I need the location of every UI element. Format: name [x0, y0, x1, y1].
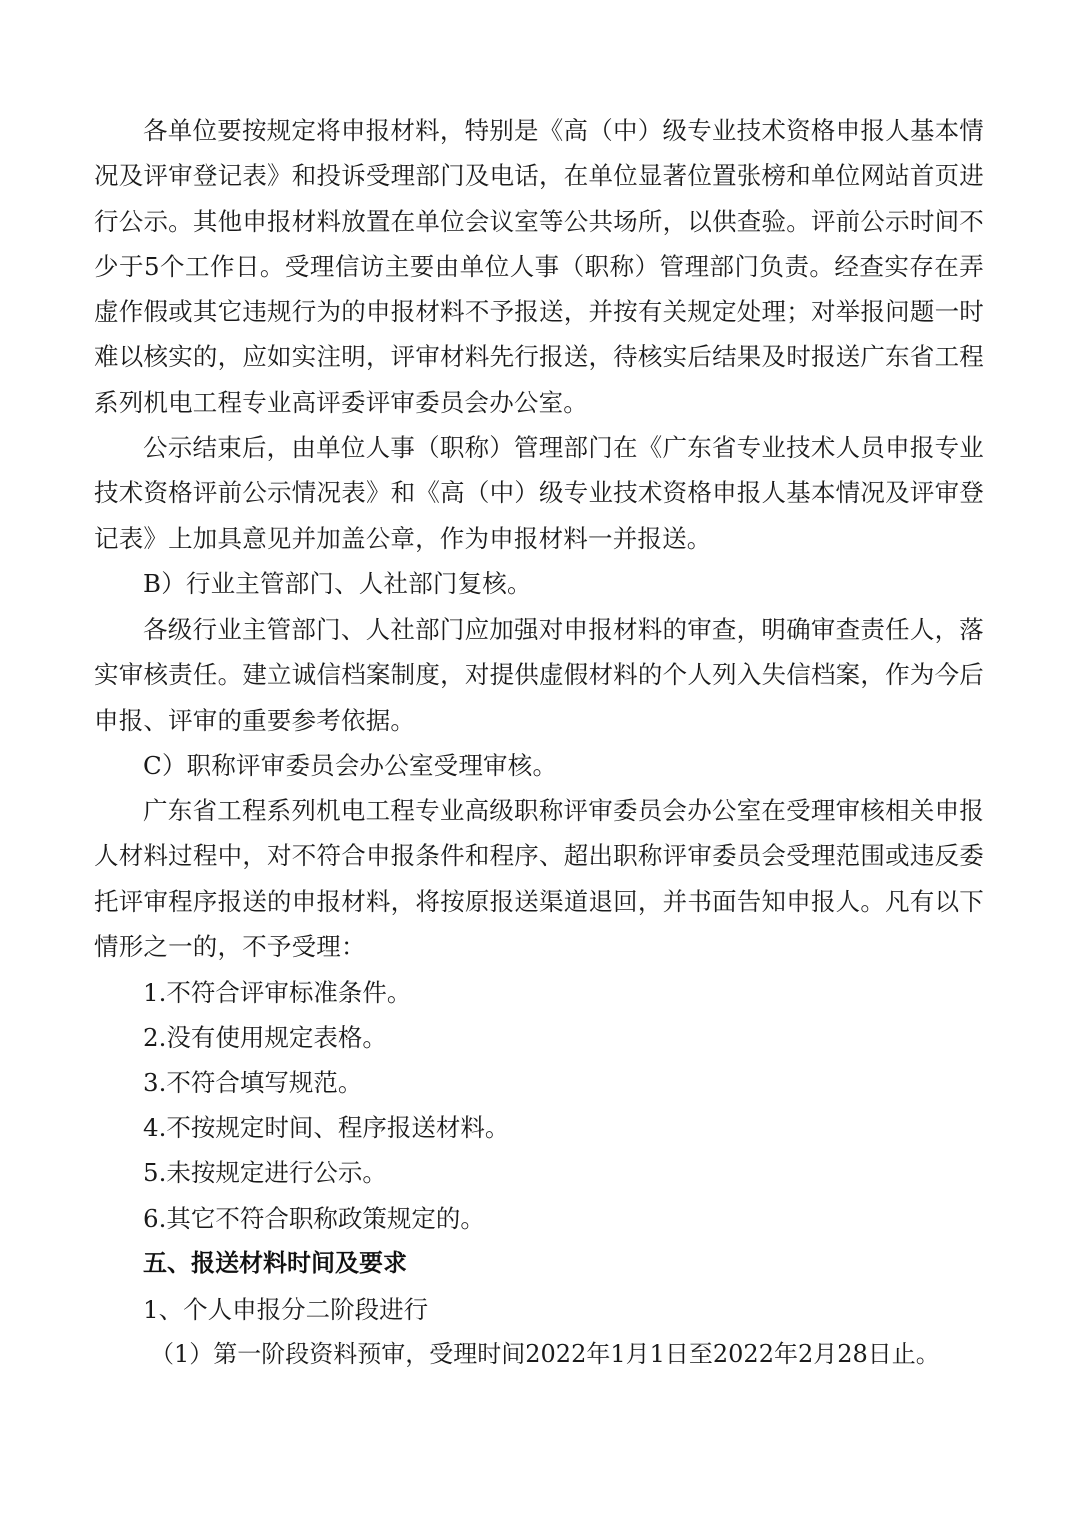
rejection-item: 2.没有使用规定表格。 [143, 1023, 387, 1052]
rejection-item: 6.其它不符合职称政策规定的。 [143, 1204, 485, 1233]
subsection-heading: 1、个人申报分二阶段进行 [143, 1295, 429, 1324]
rejection-item: 3.不符合填写规范。 [143, 1068, 363, 1097]
paragraph-review-b-heading: B）行业主管部门、人社部门复核。 [143, 569, 532, 598]
paragraph-after-publicity: 公示结束后，由单位人事（职称）管理部门在《广东省专业技术人员申报专业技术资格评前公示情况表》和《高（中）级专业技术资格申报人基本情况及评审登记表》上加具意见并加盖公章，作为申报材料一并报送。 [94, 433, 984, 553]
rejection-item: 1.不符合评审标准条件。 [143, 978, 412, 1007]
paragraph-publicity-requirements: 各单位要按规定将申报材料，特别是《高（中）级专业技术资格申报人基本情况及评审登记表》和投诉受理部门及电话，在单位显著位置张榜和单位网站首页进行公示。其他申报材料放置在单位会议室等公共场所，以供查验。评前公示时间不少于5个工作日。受理信访主要由单位人事（职称）管理部门负责。经查实存在弄虚作假或其它违规行为的申报材料不予报送，并按有关规定处理；对举报问题一时难以核实的，应如实注明，评审材料先行报送，待核实后结果及时报送广东省工程系列机电工程专业高评委评审委员会办公室。 [94, 116, 984, 417]
stage-one-text: （1）第一阶段资料预审，受理时间2022年1月1日至2022年2月28日止。 [150, 1340, 940, 1368]
rejection-item: 4.不按规定时间、程序报送材料。 [143, 1113, 510, 1142]
section-heading: 五、报送材料时间及要求 [143, 1249, 407, 1277]
paragraph-committee-review: 广东省工程系列机电工程专业高级职称评审委员会办公室在受理审核相关申报人材料过程中，对不符合申报条件和程序、超出职称评审委员会受理范围或违反委托评审程序报送的申报材料，将按原报送渠道退回，并书面告知申报人。凡有以下情形之一的，不予受理： [94, 796, 984, 961]
paragraph-industry-review: 各级行业主管部门、人社部门应加强对申报材料的审查，明确审查责任人，落实审核责任。建立诚信档案制度，对提供虚假材料的个人列入失信档案，作为今后申报、评审的重要参考依据。 [94, 615, 984, 735]
rejection-item: 5.未按规定进行公示。 [143, 1158, 387, 1187]
paragraph-review-c-heading: C）职称评审委员会办公室受理审核。 [143, 751, 558, 780]
